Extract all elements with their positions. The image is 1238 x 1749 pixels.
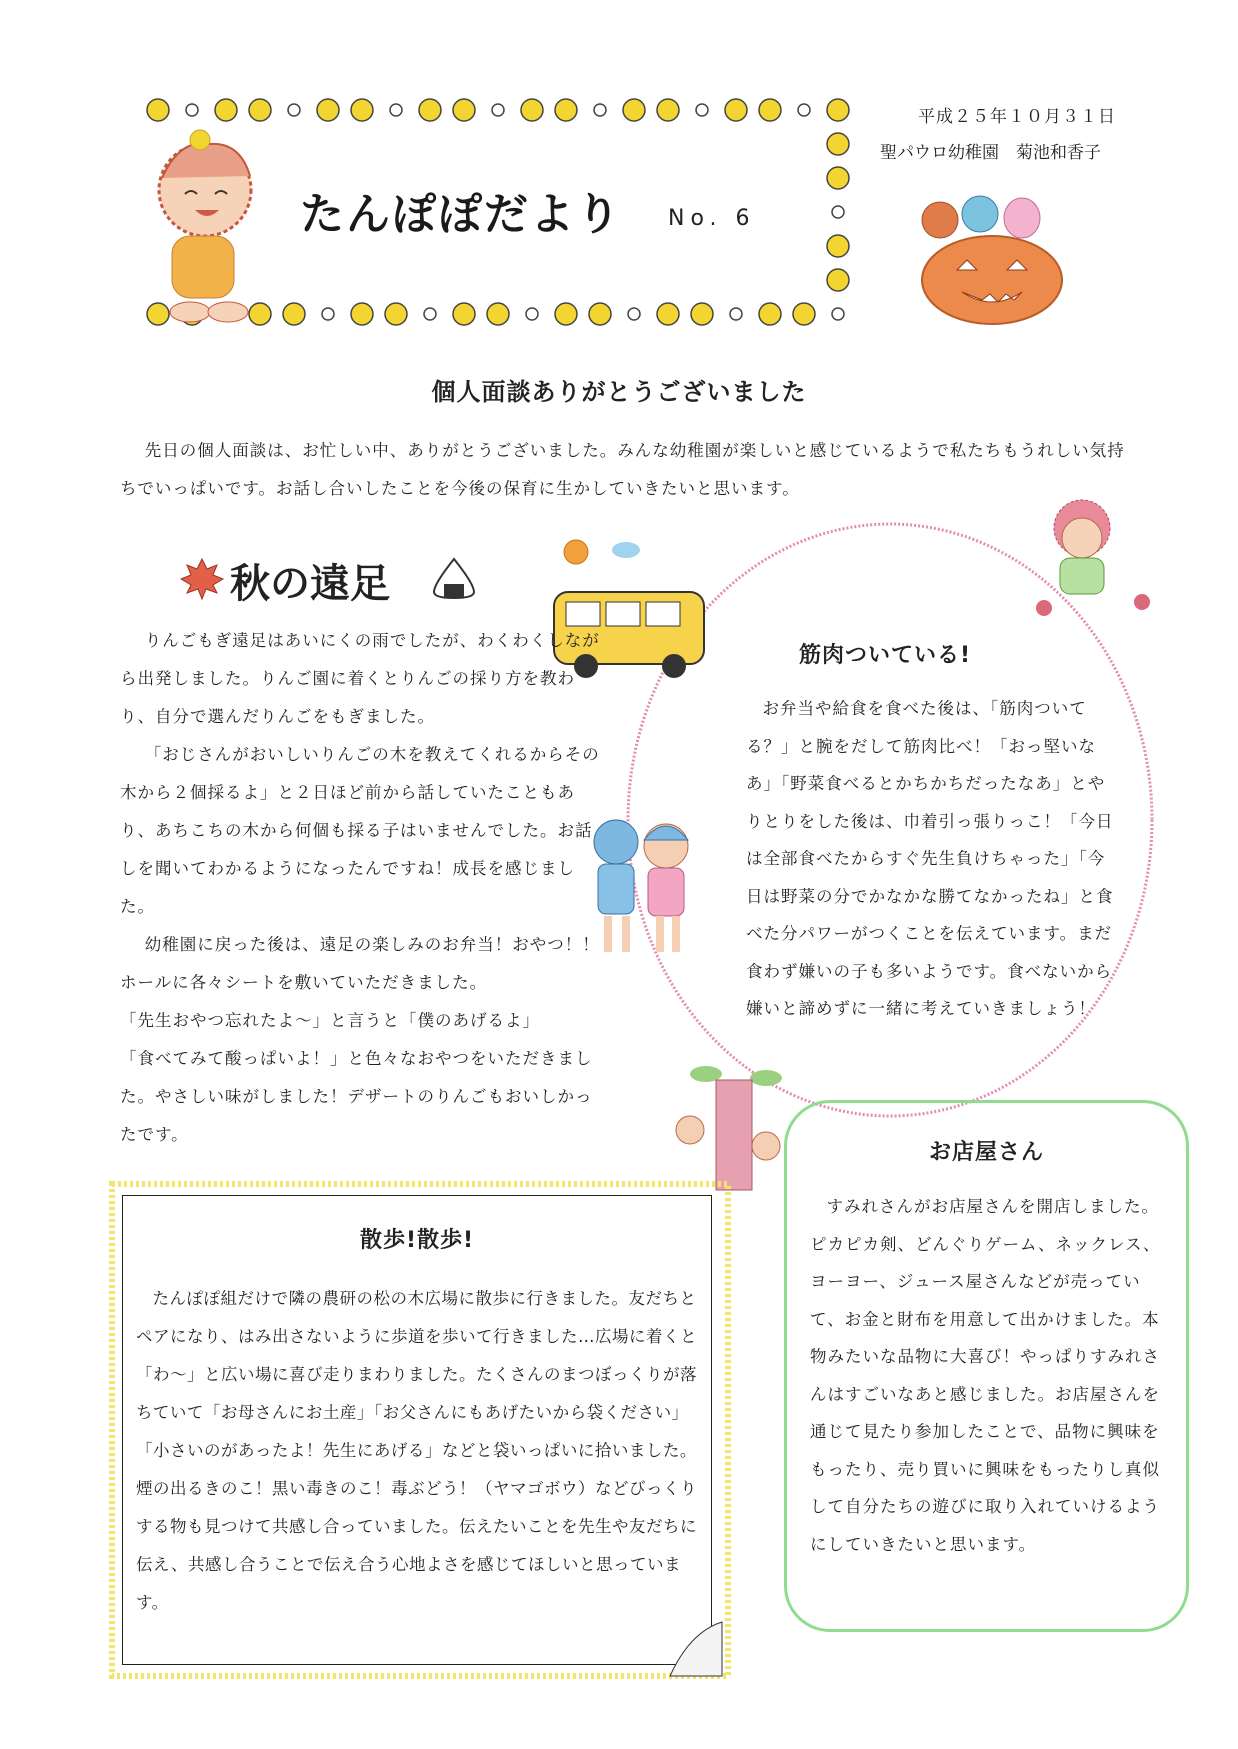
dandelion-seed-icon xyxy=(798,104,810,116)
dandelion-flower-icon xyxy=(793,303,815,325)
dandelion-flower-icon xyxy=(351,303,373,325)
dandelion-seed-icon xyxy=(594,104,606,116)
issue-number: No. 6 xyxy=(668,206,756,231)
dandelion-flower-icon xyxy=(691,303,713,325)
dandelion-seed-icon xyxy=(696,104,708,116)
dandelion-flower-icon xyxy=(827,235,849,257)
author-line: 聖パウロ幼稚園 菊池和香子 xyxy=(880,143,1101,163)
dandelion-flower-icon xyxy=(589,303,611,325)
dandelion-flower-icon xyxy=(521,99,543,121)
dandelion-flower-icon xyxy=(725,99,747,121)
dandelion-flower-icon xyxy=(555,303,577,325)
ensoku-paragraph-5: 「食べてみて酸っぱいよ！」と色々なおやつをいただきました。やさしい味がしました！デザートのりんごもおいしかったです。 xyxy=(120,1049,593,1144)
girl-illustration xyxy=(140,118,270,328)
dandelion-seed-icon xyxy=(390,104,402,116)
ensoku-paragraph-3: 幼稚園に戻った後は、遠足の楽しみのお弁当！おやつ！！ホールに各々シートを敷いていただきました。 xyxy=(120,935,600,992)
dandelion-flower-icon xyxy=(453,99,475,121)
ensoku-paragraph-1: りんごもぎ遠足はあいにくの雨でしたが、わくわくしながら出発しました。りんご園に着くとりんごの採り方を教わり、自分で選んだりんごをもぎました。 xyxy=(120,631,600,726)
newsletter-title: たんぽぽだより xyxy=(300,189,622,240)
tree-and-kids-illustration xyxy=(666,1060,796,1200)
omise-text: すみれさんがお店屋さんを開店しました。ピカピカ剣、どんぐりゲーム、ネックレス、ヨーヨー、ジュース屋さんなどが売っていて、お金と財布を用意して出かけました。本物みたいな品物に大喜び！やっぱりすみれさんはすごいなあと感じました。お店屋さんを通じて見たり参加したことで、品物に興味をもったり、売り買いに興味をもったりし真似して自分たちの遊びに取り入れていけるようにしていきたいと思います。 xyxy=(810,1197,1161,1554)
dandelion-seed-icon xyxy=(288,104,300,116)
children-illustration xyxy=(582,812,700,962)
intro-text: 先日の個人面談は、お忙しい中、ありがとうございました。みんな幼稚園が楽しいと感じているようで私たちもうれしい気持ちでいっぱいです。お話し合いしたことを今後の保育に生かしていきたいと思います。 xyxy=(120,441,1125,498)
dandelion-flower-icon xyxy=(317,99,339,121)
ensoku-paragraph-4: 「先生おやつ忘れたよ～」と言うと「僕のあげるよ」 xyxy=(120,1011,540,1030)
dandelion-flower-icon xyxy=(487,303,509,325)
sanpo-heading: 散歩!散歩! xyxy=(359,1228,475,1253)
dandelion-flower-icon xyxy=(657,303,679,325)
dandelion-flower-icon xyxy=(827,133,849,155)
dandelion-flower-icon xyxy=(351,99,373,121)
pumpkin-illustration xyxy=(912,188,1072,328)
intro-heading: 個人面談ありがとうございました xyxy=(431,378,807,406)
ensoku-text xyxy=(120,622,600,1154)
omise-heading: お店屋さん xyxy=(928,1140,1044,1165)
dandelion-flower-icon xyxy=(555,99,577,121)
dandelion-flower-icon xyxy=(453,303,475,325)
dandelion-seed-icon xyxy=(832,308,844,320)
dandelion-flower-icon xyxy=(623,99,645,121)
dandelion-flower-icon xyxy=(657,99,679,121)
dandelion-seed-icon xyxy=(832,206,844,218)
issue-date: 平成２５年１０月３１日 xyxy=(918,107,1116,127)
dandelion-seed-icon xyxy=(526,308,538,320)
dandelion-flower-icon xyxy=(385,303,407,325)
dandelion-flower-icon xyxy=(759,99,781,121)
maple-leaf-icon xyxy=(178,555,226,603)
dandelion-seed-icon xyxy=(186,104,198,116)
dandelion-flower-icon xyxy=(827,99,849,121)
dandelion-flower-icon xyxy=(827,269,849,291)
ensoku-heading: 秋の遠足 xyxy=(230,560,390,607)
dandelion-flower-icon xyxy=(759,303,781,325)
dandelion-flower-icon xyxy=(419,99,441,121)
dandelion-seed-icon xyxy=(628,308,640,320)
ensoku-paragraph-2: 「おじさんがおいしいりんごの木を教えてくれるからその木から２個採るよ」と２日ほど前から話していたこともあり、あちこちの木から何個も採る子はいませんでした。お話しを聞いてわかるようになったんですね！成長を感じました。 xyxy=(120,745,600,916)
boy-with-leaves-illustration xyxy=(1024,498,1164,628)
kinniku-heading: 筋肉ついている! xyxy=(798,643,972,668)
sanpo-text: たんぽぽ組だけで隣の農研の松の木広場に散歩に行きました。友だちとペアになり、はみ出さないように歩道を歩いて行きました…広場に着くと「わ～」と広い場に喜び走りまわりました。たくさんのまつぼっくりが落ちていて「お母さんにお土産」「お父さんにもあげたいから袋ください」「小さいのがあったよ！先生にあげる」などと袋いっぱいに拾いました。煙の出るきのこ！黒い毒きのこ！毒ぶどう！（ヤマゴボウ）などびっくりする物も見つけて共感し合っていました。伝えたいことを先生や友だちに伝え、共感し合うことで伝え合う心地よさを感じてほしいと思っています。 xyxy=(136,1289,697,1612)
dandelion-seed-icon xyxy=(424,308,436,320)
kinniku-text: お弁当や給食を食べた後は、「筋肉ついてる？」と腕をだして筋肉比べ！「おっ堅いなあ」「野菜食べるとかちかちだったなあ」とやりとりをした後は、巾着引っ張りっこ！「今日は全部食べたからすぐ先生負けちゃった」「今日は野菜の分でかなかな勝てなかったね」と食べた分パワーがつくことを伝えています。まだ食わず嫌いの子も多いようです。食べないから嫌いと諦めずに一緒に考えていきましょう！ xyxy=(746,699,1114,1018)
dandelion-flower-icon xyxy=(827,167,849,189)
onigiri-icon xyxy=(430,556,478,600)
dandelion-seed-icon xyxy=(322,308,334,320)
dandelion-seed-icon xyxy=(730,308,742,320)
dandelion-flower-icon xyxy=(283,303,305,325)
dandelion-seed-icon xyxy=(492,104,504,116)
